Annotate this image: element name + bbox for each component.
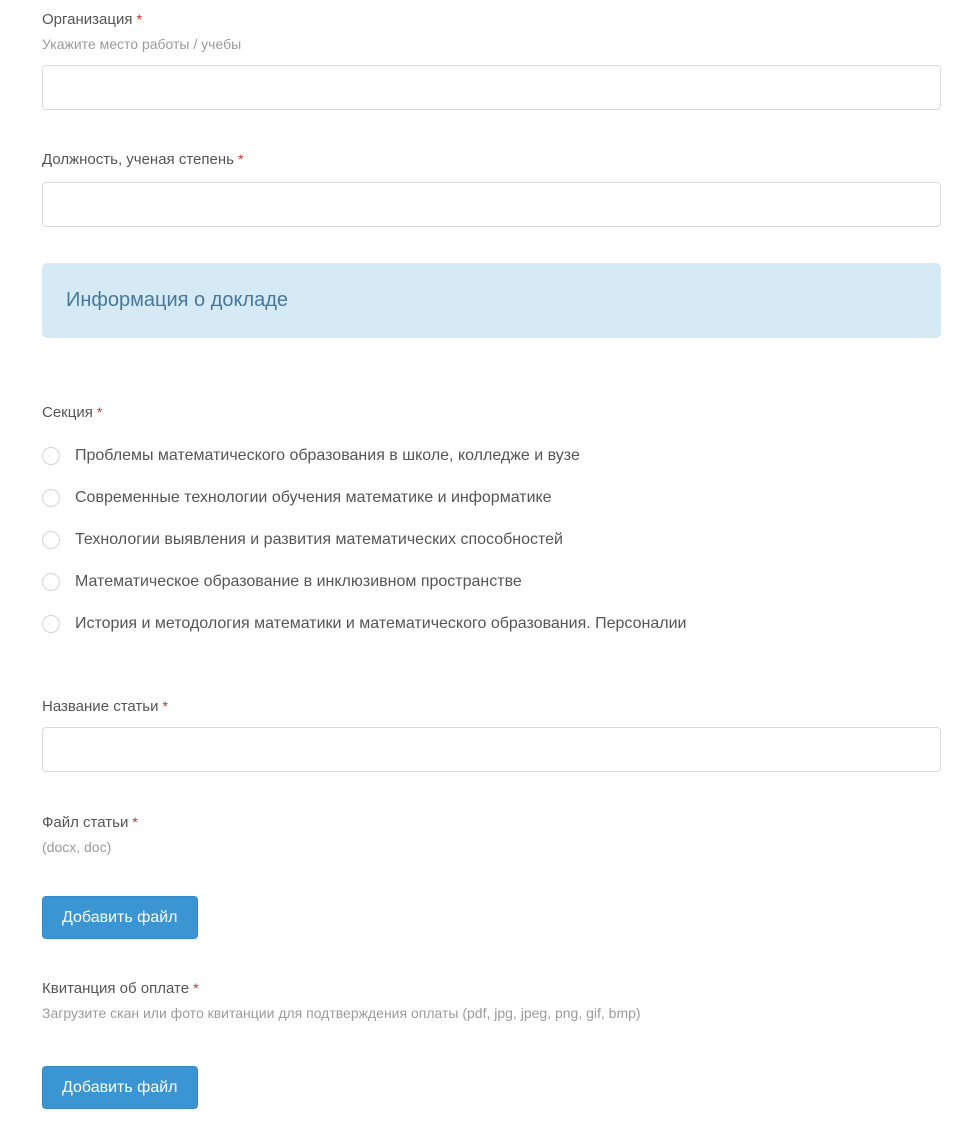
organization-label [42,10,941,29]
payment-receipt-label-text: Квитанция об оплате [42,980,190,997]
radio-button-icon[interactable] [42,531,60,549]
organization-input[interactable] [42,65,941,110]
section-options-list [42,446,941,633]
position-degree-label [42,150,941,169]
organization-field-group [42,10,941,110]
radio-button-icon[interactable] [42,489,60,507]
organization-hint: Укажите место работы / учебы [42,36,242,52]
article-title-label [42,697,941,716]
position-degree-field-group [42,150,941,227]
article-file-hint: (docx, doc) [42,839,112,855]
report-info-header-title: Информация о докладе [66,289,289,311]
section-option-3[interactable] [42,530,941,549]
payment-receipt-field-group [42,979,941,1109]
report-info-header [42,263,941,338]
required-asterisk: * [193,980,199,996]
required-asterisk: * [162,698,168,714]
required-asterisk: * [132,814,138,830]
payment-receipt-hint: Загрузите скан или фото квитанции для подтверждения оплаты (pdf, jpg, jpeg, png, gif, bmp) [42,1005,641,1021]
article-title-field-group [42,697,941,772]
section-label-text: Секция [42,404,93,421]
section-option-1[interactable] [42,446,941,465]
required-asterisk: * [237,151,244,167]
section-label [42,403,941,422]
article-file-field-group [42,813,941,939]
section-option-4[interactable] [42,572,941,591]
payment-receipt-label [42,979,941,998]
position-degree-input[interactable] [42,182,941,227]
section-option-5[interactable] [42,614,941,633]
section-field-group [42,403,941,633]
required-asterisk: * [96,404,103,420]
radio-button-icon[interactable] [42,615,60,633]
radio-button-icon[interactable] [42,573,60,591]
section-option-4-label: Математическое образование в инклюзивном пространстве [75,573,522,590]
article-file-label-text: Файл статьи [42,814,129,831]
section-option-2[interactable] [42,488,941,507]
article-title-label-text: Название статьи [42,698,159,715]
section-option-5-label: История и методология математики и математического образования. Персоналии [75,615,687,632]
article-title-input[interactable] [42,727,941,772]
add-receipt-file-button[interactable]: Добавить файл [42,1066,198,1109]
radio-button-icon[interactable] [42,447,60,465]
required-asterisk: * [136,11,142,27]
article-file-label [42,813,941,832]
position-degree-label-text: Должность, ученая степень [42,151,234,168]
add-article-file-button[interactable]: Добавить файл [42,896,198,939]
section-option-1-label: Проблемы математического образования в школе, колледже и вузе [75,447,580,464]
organization-label-text: Организация [42,11,133,28]
section-option-3-label: Технологии выявления и развития математических способностей [75,531,563,548]
section-option-2-label: Современные технологии обучения математике и информатике [75,489,552,506]
